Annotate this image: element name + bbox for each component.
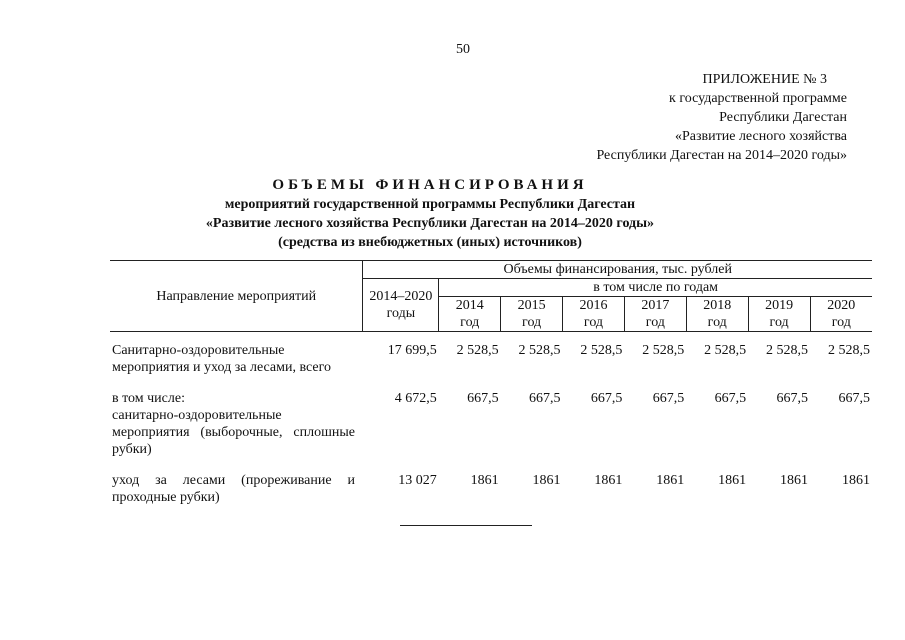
row-value: 2 528,5 xyxy=(580,343,623,358)
appendix-line: «Развитие лесного хозяйства xyxy=(674,129,847,144)
header-year-2020: 2020 год xyxy=(810,297,872,332)
header-total: 2014–2020 годы xyxy=(363,279,439,332)
row-value: 1861 xyxy=(594,473,623,488)
header-year-2017: 2017 год xyxy=(624,297,686,332)
row-name: уход за лесами (прореживание и проходные рубки) xyxy=(112,473,355,505)
row-value: 667,5 xyxy=(529,391,561,406)
table-row xyxy=(110,390,872,458)
title-main: ОБЪЕМЫ ФИНАНСИРОВАНИЯ xyxy=(272,177,588,193)
header-year-2019: 2019 год xyxy=(748,297,810,332)
row-total: 13 027 xyxy=(398,473,437,488)
row-name xyxy=(110,390,363,458)
row-value: 1861 xyxy=(718,473,747,488)
row-value: 2 528,5 xyxy=(456,343,499,358)
header-by-years: в том числе по годам xyxy=(439,279,872,297)
row-value: 1861 xyxy=(842,473,870,488)
row-value: 667,5 xyxy=(590,391,623,406)
row-value: 2 528,5 xyxy=(642,343,685,358)
page-number: 50 xyxy=(456,42,470,57)
header-direction: Направление мероприятий xyxy=(110,261,363,332)
row-value: 2 528,5 xyxy=(704,343,747,358)
table-row xyxy=(110,342,872,376)
row-name-text: санитарно-оздоровительные мероприятия (выборочные, сплошные рубки) xyxy=(112,408,355,457)
document-title xyxy=(180,176,680,252)
table-row xyxy=(110,472,872,506)
appendix-line: к государственной программе xyxy=(669,91,847,106)
title-line: «Развитие лесного хозяйства Республики Дагестан на 2014–2020 годы» xyxy=(205,216,655,231)
row-value: 2 528,5 xyxy=(828,343,870,358)
row-value: 1861 xyxy=(656,473,685,488)
appendix-line: Республики Дагестан xyxy=(719,110,847,125)
row-value: 667,5 xyxy=(838,391,870,406)
row-value: 1861 xyxy=(780,473,809,488)
header-volumes: Объемы финансирования, тыс. рублей xyxy=(363,261,872,279)
appendix-title: ПРИЛОЖЕНИЕ № 3 xyxy=(702,72,827,87)
title-line: (средства из внебюджетных (иных) источников) xyxy=(278,235,582,250)
header-year-2016: 2016 год xyxy=(563,297,625,332)
row-value: 2 528,5 xyxy=(766,343,809,358)
appendix-block xyxy=(527,70,847,165)
row-value: 667,5 xyxy=(467,391,499,406)
row-value: 667,5 xyxy=(776,391,809,406)
row-value: 667,5 xyxy=(714,391,747,406)
header-year-2015: 2015 год xyxy=(501,297,563,332)
row-name-prefix: в том числе: xyxy=(112,391,185,406)
title-line: мероприятий государственной программы Республики Дагестан xyxy=(224,197,636,212)
row-name: Санитарно-оздоровительные мероприятия и уход за лесами, всего xyxy=(112,343,331,375)
header-year-2018: 2018 год xyxy=(686,297,748,332)
footer-divider xyxy=(400,525,532,526)
row-total: 17 699,5 xyxy=(387,343,437,358)
header-year-2014: 2014 год xyxy=(439,297,501,332)
financing-table xyxy=(110,260,872,506)
row-total: 4 672,5 xyxy=(394,391,437,406)
row-value: 1861 xyxy=(470,473,499,488)
row-value: 667,5 xyxy=(652,391,685,406)
row-value: 2 528,5 xyxy=(518,343,561,358)
appendix-line: Республики Дагестан на 2014–2020 годы» xyxy=(596,148,847,163)
row-value: 1861 xyxy=(532,473,561,488)
